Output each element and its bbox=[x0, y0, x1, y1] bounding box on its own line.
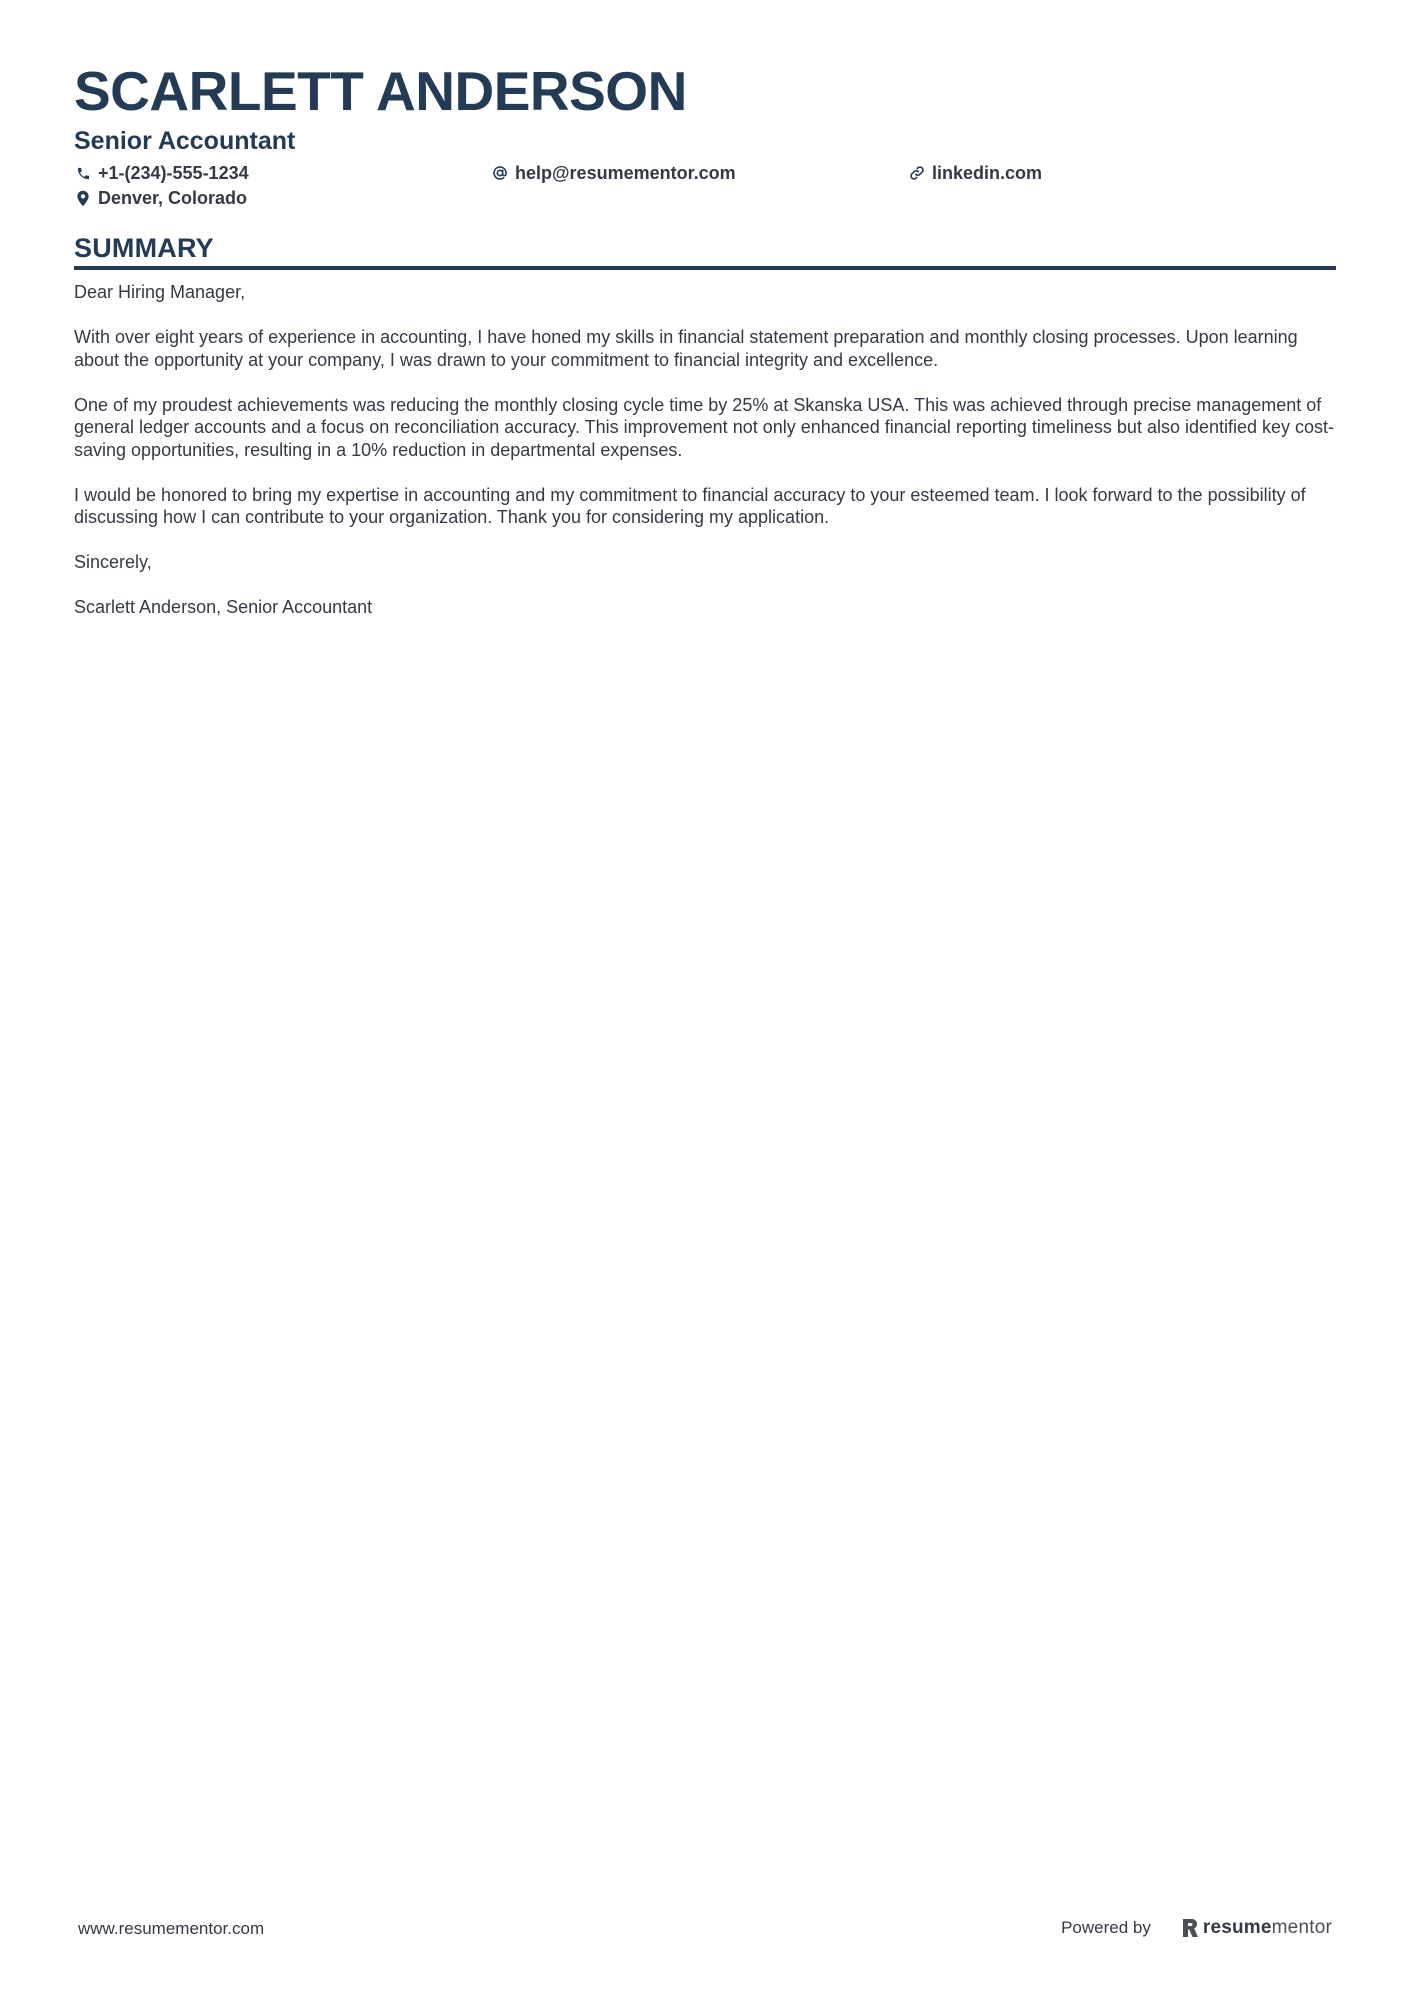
footer-branding bbox=[1061, 1915, 1332, 1941]
contact-link-text[interactable]: linkedin.com bbox=[932, 163, 1043, 183]
contact-link bbox=[908, 162, 1042, 184]
contact-location-text: Denver, Colorado bbox=[98, 188, 248, 208]
section-divider bbox=[74, 266, 1336, 270]
brand-wordmark bbox=[1203, 1917, 1332, 1939]
header bbox=[74, 58, 1336, 212]
contact-info bbox=[74, 162, 1336, 212]
phone-icon bbox=[74, 164, 92, 182]
brand-light: mentor bbox=[1271, 1917, 1332, 1938]
closing: Sincerely, bbox=[74, 552, 152, 572]
paragraph: With over eight years of experience in accounting, I have honed my skills in financial statement preparation and monthly closing processes. Upon learning about the opportunity at your company, I was drawn to your commitment to financial integrity and excellence. bbox=[74, 327, 1298, 370]
contact-email-text[interactable]: help@resumementor.com bbox=[515, 163, 736, 183]
brand-logo[interactable] bbox=[1181, 1917, 1332, 1939]
paragraph: One of my proudest achievements was reducing the monthly closing cycle time by 25% at Skanska USA. This was achieved through precise management of general ledger accounts and a focus on reconciliation accuracy. This improvement not only enhanced financial reporting timeliness but also identified key cost-saving opportunities, resulting in a 10% reduction in departmental expenses. bbox=[74, 394, 1335, 460]
contact-phone bbox=[74, 162, 249, 184]
signature: Scarlett Anderson, Senior Accountant bbox=[74, 597, 373, 617]
summary-section bbox=[74, 230, 1336, 641]
paragraph: I would be honored to bring my expertise in accounting and my commitment to financial accuracy to your esteemed team. I look forward to the possibility of discussing how I can contribute to your organization. Thank you for considering my application. bbox=[74, 484, 1306, 527]
letter-body bbox=[74, 281, 1336, 619]
section-heading: SUMMARY bbox=[74, 233, 214, 263]
candidate-name: SCARLETT ANDERSON bbox=[74, 60, 687, 122]
location-pin-icon bbox=[74, 189, 92, 207]
resumementor-logo-icon bbox=[1181, 1918, 1199, 1938]
greeting: Dear Hiring Manager, bbox=[74, 282, 246, 302]
contact-location bbox=[74, 187, 247, 209]
link-icon bbox=[908, 164, 926, 182]
contact-email bbox=[491, 162, 736, 184]
brand-bold: resume bbox=[1202, 1917, 1272, 1938]
at-icon bbox=[491, 164, 509, 182]
job-title: Senior Accountant bbox=[74, 127, 296, 155]
footer-website[interactable]: www.resumementor.com bbox=[78, 1919, 265, 1938]
contact-phone-text: +1-(234)-555-1234 bbox=[98, 163, 249, 183]
powered-by-label: Powered by bbox=[1061, 1918, 1151, 1937]
